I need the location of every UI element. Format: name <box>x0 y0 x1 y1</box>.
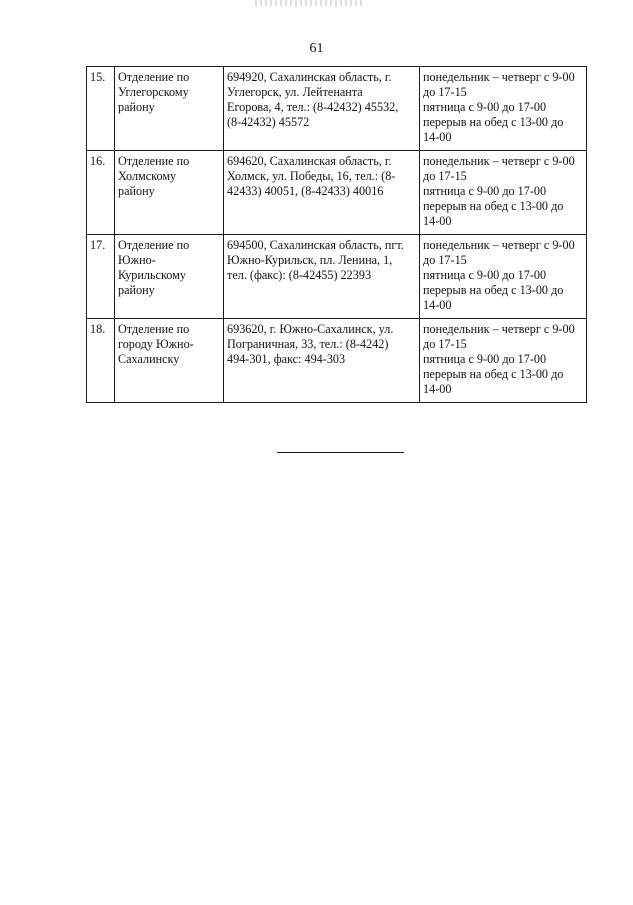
office-hours-line: пятница с 9-00 до 17-00 <box>423 268 547 282</box>
office-address-line: Южно-Курильск, пл. Ленина, 1, <box>227 253 393 267</box>
table-row <box>87 319 587 403</box>
office-name-line: Отделение по <box>118 154 190 168</box>
row-number: 15. <box>87 67 115 151</box>
office-hours-line: перерыв на обед с 13-00 до <box>423 283 564 297</box>
office-name-cell <box>115 319 224 403</box>
row-number: 17. <box>87 235 115 319</box>
office-address-line: Егорова, 4, тел.: (8-42432) 45532, <box>227 100 399 114</box>
office-hours-cell <box>420 67 587 151</box>
table-row <box>87 67 587 151</box>
office-name-line: Сахалинску <box>118 352 180 366</box>
office-hours-cell <box>420 151 587 235</box>
office-address-cell <box>224 235 420 319</box>
office-hours-line: понедельник – четверг с 9-00 <box>423 70 575 84</box>
office-name-cell <box>115 151 224 235</box>
office-hours-line: до 17-15 <box>423 85 467 99</box>
offices-table <box>86 66 587 403</box>
office-name-line: Южно- <box>118 253 156 267</box>
office-address-line: Углегорск, ул. Лейтенанта <box>227 85 363 99</box>
office-address-cell <box>224 319 420 403</box>
office-address-line: 693620, г. Южно-Сахалинск, ул. <box>227 322 394 336</box>
office-hours-line: 14-00 <box>423 130 452 144</box>
office-name-line: району <box>118 283 155 297</box>
office-hours-line: перерыв на обед с 13-00 до <box>423 115 564 129</box>
office-name-line: городу Южно- <box>118 337 194 351</box>
office-name-cell <box>115 67 224 151</box>
table-row <box>87 151 587 235</box>
office-name-line: Курильскому <box>118 268 186 282</box>
office-address-cell <box>224 67 420 151</box>
office-hours-cell <box>420 319 587 403</box>
office-hours-cell <box>420 235 587 319</box>
office-address-line: 694920, Сахалинская область, г. <box>227 70 392 84</box>
office-name-line: Отделение по <box>118 238 190 252</box>
closing-rule <box>277 452 404 453</box>
office-name-line: Отделение по <box>118 70 190 84</box>
page-number: 61 <box>309 41 324 56</box>
office-name-line: Холмскому <box>118 169 177 183</box>
office-hours-line: пятница с 9-00 до 17-00 <box>423 100 547 114</box>
office-hours-line: 14-00 <box>423 214 452 228</box>
office-hours-line: пятница с 9-00 до 17-00 <box>423 352 547 366</box>
row-number: 16. <box>87 151 115 235</box>
office-hours-line: до 17-15 <box>423 337 467 351</box>
office-name-line: Отделение по <box>118 322 190 336</box>
office-name-cell <box>115 235 224 319</box>
office-hours-line: понедельник – четверг с 9-00 <box>423 322 575 336</box>
office-hours-line: до 17-15 <box>423 169 467 183</box>
office-hours-line: понедельник – четверг с 9-00 <box>423 154 575 168</box>
office-hours-line: перерыв на обед с 13-00 до <box>423 367 564 381</box>
office-address-line: тел. (факс): (8-42455) 22393 <box>227 268 372 282</box>
office-hours-line: пятница с 9-00 до 17-00 <box>423 184 547 198</box>
office-address-line: 694500, Сахалинская область, пгт. <box>227 238 404 252</box>
office-hours-line: перерыв на обед с 13-00 до <box>423 199 564 213</box>
offices-table-body <box>87 67 587 403</box>
office-address-line: 494-301, факс: 494-303 <box>227 352 346 366</box>
office-address-line: Холмск, ул. Победы, 16, тел.: (8- <box>227 169 396 183</box>
table-row <box>87 235 587 319</box>
office-hours-line: 14-00 <box>423 382 452 396</box>
office-name-line: Углегорскому <box>118 85 189 99</box>
office-address-line: (8-42432) 45572 <box>227 115 310 129</box>
scan-artifact <box>255 0 365 6</box>
office-hours-line: до 17-15 <box>423 253 467 267</box>
office-hours-line: 14-00 <box>423 298 452 312</box>
office-address-cell <box>224 151 420 235</box>
office-address-line: 42433) 40051, (8-42433) 40016 <box>227 184 384 198</box>
office-name-line: району <box>118 184 155 198</box>
office-hours-line: понедельник – четверг с 9-00 <box>423 238 575 252</box>
office-address-line: 694620, Сахалинская область, г. <box>227 154 392 168</box>
office-name-line: району <box>118 100 155 114</box>
row-number: 18. <box>87 319 115 403</box>
office-address-line: Пограничная, 33, тел.: (8-4242) <box>227 337 389 351</box>
